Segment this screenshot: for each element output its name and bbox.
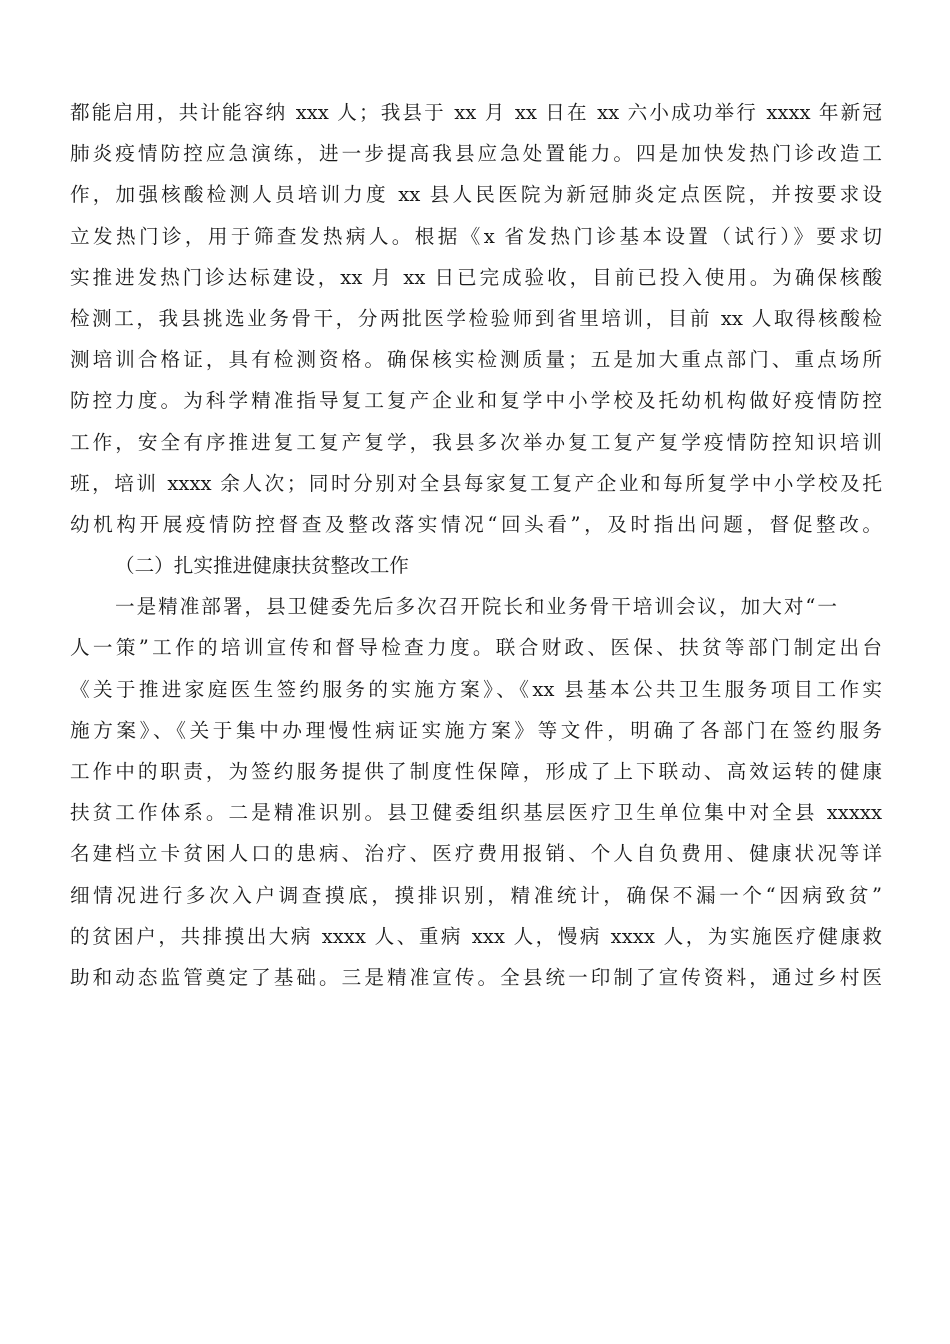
- text-line: 扶贫工作体系。二是精准识别。县卫健委组织基层医疗卫生单位集中对全县 xxxxx: [70, 801, 882, 825]
- text-line: 工作中的职责，为签约服务提供了制度性保障，形成了上下联动、高效运转的健康: [70, 760, 882, 783]
- text-line: 《关于推进家庭医生签约服务的实施方案》、《xx 县基本公共卫生服务项目工作实: [70, 677, 882, 701]
- text-line: 作，加强核酸检测人员培训力度 xx 县人民医院为新冠肺炎定点医院，并按要求设: [70, 183, 882, 207]
- text-line: 工作，安全有序推进复工复产复学，我县多次举办复工复产复学疫情防控知识培训: [70, 430, 882, 454]
- text-line: 防控力度。为科学精准指导复工复产企业和复学中小学校及托幼机构做好疫情防控: [70, 389, 882, 413]
- text-line: 幼机构开展疫情防控督查及整改落实情况“回头看”，及时指出问题，督促整改。: [70, 512, 882, 536]
- text-line: 班，培训 xxxx 余人次；同时分别对全县每家复工复产企业和每所复学中小学校及托: [70, 471, 883, 495]
- paragraph: [70, 586, 882, 998]
- text-line: 都能启用，共计能容纳 xxx 人；我县于 xx 月 xx 日在 xx 六小成功举行 xxxx 年新冠: [70, 101, 882, 124]
- text-line: 施方案》、《关于集中办理慢性病证实施方案》等文件，明确了各部门在签约服务: [70, 718, 882, 742]
- text-line: 一是精准部署，县卫健委先后多次召开院长和业务骨干培训会议，加大对“一: [115, 595, 837, 619]
- text-line: 人一策”工作的培训宣传和督导检查力度。联合财政、医保、扶贫等部门制定出台: [70, 636, 882, 660]
- text-line: 肺炎疫情防控应急演练，进一步提高我县应急处置能力。四是加快发热门诊改造工: [70, 142, 882, 166]
- section-heading: （二）扎实推进健康扶贫整改工作: [115, 554, 409, 578]
- text-line: 助和动态监管奠定了基础。三是精准宣传。全县统一印制了宣传资料，通过乡村医: [70, 965, 882, 989]
- text-line: 名建档立卡贫困人口的患病、治疗、医疗费用报销、个人自负费用、健康状况等详: [70, 842, 882, 866]
- text-line: 的贫困户，共排摸出大病 xxxx 人、重病 xxx 人，慢病 xxxx 人，为实施医疗健康救: [70, 924, 882, 948]
- document-body: [70, 92, 882, 998]
- paragraph: [70, 92, 882, 545]
- text-line: 立发热门诊，用于筛查发热病人。根据《x 省发热门诊基本设置（试行）》要求切: [70, 224, 882, 248]
- text-line: 实推进发热门诊达标建设，xx 月 xx 日已完成验收，目前已投入使用。为确保核酸: [70, 265, 882, 289]
- text-line: 测培训合格证，具有检测资格。确保核实检测质量；五是加大重点部门、重点场所: [70, 348, 882, 372]
- text-line: 细情况进行多次入户调查摸底，摸排识别，精准统计，确保不漏一个“因病致贫”: [70, 883, 882, 907]
- text-line: 检测工，我县挑选业务骨干，分两批医学检验师到省里培训，目前 xx 人取得核酸检: [70, 306, 882, 330]
